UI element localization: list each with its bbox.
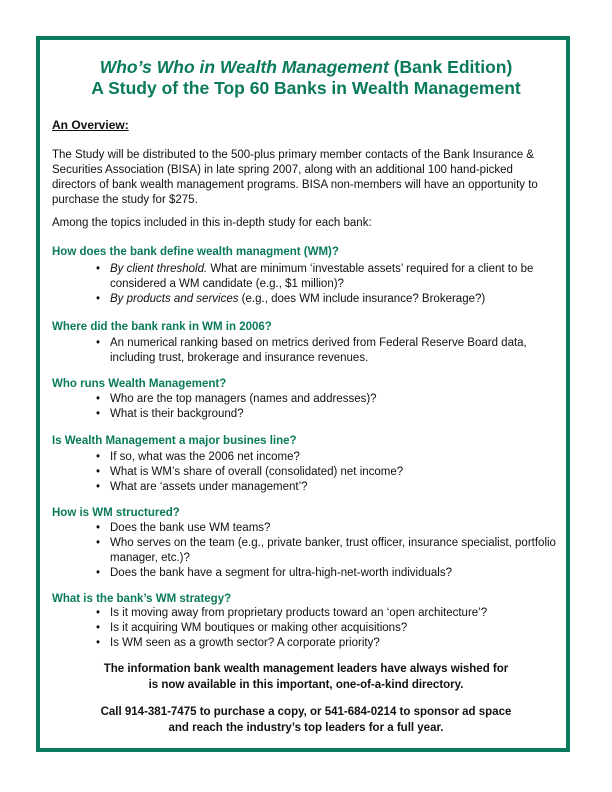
bullet-text: Is it acquiring WM boutiques or making other acquisitions?: [110, 622, 408, 634]
question-define-wm: How does the bank define wealth managment (WM)?: [52, 246, 339, 258]
bullet-list-define-wm: [96, 262, 556, 307]
bullet-glyph: •: [96, 393, 101, 405]
closing-message: [40, 661, 572, 693]
overview-heading: An Overview:: [52, 118, 129, 132]
bullet-text: What is WM’s share of overall (consolidated) net income?: [110, 466, 404, 478]
bullet-emphasis: By client threshold.: [110, 263, 208, 275]
question-wm-strategy: What is the bank’s WM strategy?: [52, 593, 232, 605]
title-italic: Who’s Who in Wealth Management: [99, 57, 389, 77]
bullet-list-wm-strategy: [96, 606, 556, 651]
cta-line: Call 914-381-7475 to purchase a copy, or 541-684-0214 to sponsor ad space: [100, 706, 512, 718]
list-item: [96, 292, 556, 307]
topics-intro: Among the topics included in this in-depth study for each bank:: [52, 217, 372, 229]
list-item: [96, 407, 556, 422]
bullet-text: Does the bank have a segment for ultra-high-net-worth individuals?: [110, 567, 452, 579]
bullet-text: If so, what was the 2006 net income?: [110, 451, 300, 463]
list-item: [96, 566, 556, 581]
list-item: [96, 392, 556, 407]
bullet-glyph: •: [96, 337, 101, 349]
bullet-glyph: •: [96, 466, 101, 478]
title-subtitle: A Study of the Top 60 Banks in Wealth Management: [91, 78, 521, 98]
closing-line: The information bank wealth management leaders have always wished for: [103, 663, 509, 675]
list-item: [96, 636, 556, 651]
bullet-glyph: •: [96, 522, 101, 534]
bullet-list-business-line: [96, 450, 556, 495]
bullet-emphasis: By products and services: [110, 293, 239, 305]
bullet-glyph: •: [96, 451, 101, 463]
bullet-glyph: •: [96, 293, 101, 305]
closing-line: is now available in this important, one-of-a-kind directory.: [148, 679, 464, 691]
question-business-line: Is Wealth Management a major busines line?: [52, 435, 297, 447]
bullet-list-wm-structured: [96, 521, 556, 581]
overview-paragraph: The Study will be distributed to the 500-plus primary member contacts of the Bank Insurance & Securities Association (BISA) in late spring 2007, along with an additional 100 hand-picked directors of bank wealth management programs. BISA non-members will have an opportunity to purchase the study for $275.: [52, 149, 538, 206]
cta-line: and reach the industry’s top leaders for a full year.: [168, 722, 444, 734]
list-item: [96, 336, 556, 366]
bullet-glyph: •: [96, 481, 101, 493]
bullet-glyph: •: [96, 408, 101, 420]
bullet-text: What are ‘assets under management’?: [110, 481, 308, 493]
list-item: [96, 621, 556, 636]
bullet-glyph: •: [96, 537, 101, 549]
bullet-list-bank-rank: [96, 336, 556, 366]
bullet-text: What is their background?: [110, 408, 244, 420]
bullet-text: (e.g., does WM include insurance? Brokerage?): [238, 293, 486, 305]
bullet-text: Does the bank use WM teams?: [110, 522, 271, 534]
bullet-text: An numerical ranking based on metrics derived from Federal Reserve Board data, including trust, brokerage and insurance revenues.: [110, 337, 527, 364]
page-title: [40, 57, 572, 99]
list-item: [96, 465, 556, 480]
bullet-glyph: •: [96, 622, 101, 634]
bullet-glyph: •: [96, 637, 101, 649]
list-item: [96, 262, 556, 292]
title-edition: (Bank Edition): [388, 57, 513, 77]
list-item: [96, 521, 556, 536]
bullet-list-who-runs: [96, 392, 556, 422]
list-item: [96, 606, 556, 621]
question-who-runs: Who runs Wealth Management?: [52, 378, 227, 390]
bullet-text: Who are the top managers (names and addresses)?: [110, 393, 377, 405]
bullet-text: Is it moving away from proprietary products toward an ‘open architecture’?: [110, 607, 488, 619]
list-item: [96, 536, 556, 566]
bullet-glyph: •: [96, 607, 101, 619]
question-wm-structured: How is WM structured?: [52, 507, 180, 519]
call-to-action: [40, 704, 572, 736]
bullet-text: Is WM seen as a growth sector? A corporate priority?: [110, 637, 380, 649]
list-item: [96, 450, 556, 465]
list-item: [96, 480, 556, 495]
bullet-text: What are minimum ‘investable assets’ required for a client to be considered a WM candidate (e.g., $1 million)?: [110, 263, 534, 290]
bullet-glyph: •: [96, 263, 101, 275]
question-bank-rank: Where did the bank rank in WM in 2006?: [52, 321, 272, 333]
bullet-glyph: •: [96, 567, 101, 579]
bullet-text: Who serves on the team (e.g., private banker, trust officer, insurance specialist, portfolio manager, etc.)?: [110, 537, 556, 564]
